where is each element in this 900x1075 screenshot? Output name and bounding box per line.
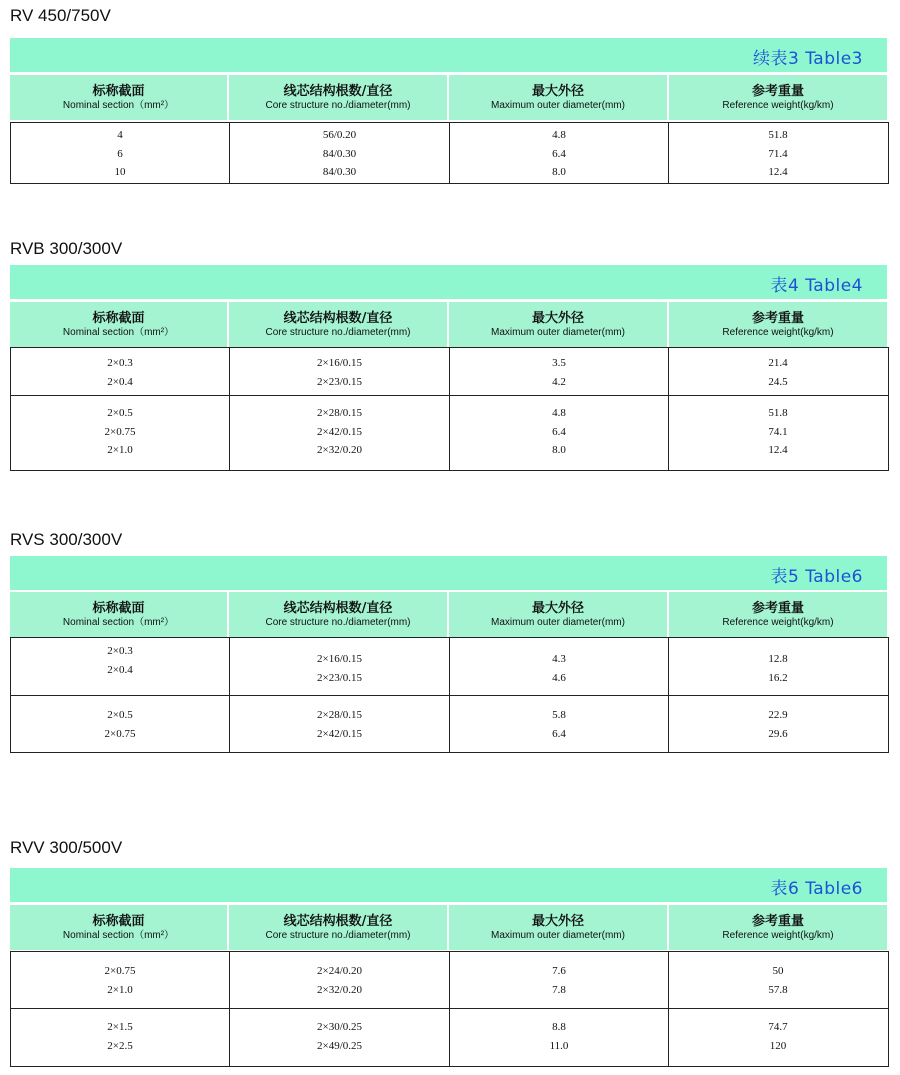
- col-weight: [669, 952, 887, 1008]
- col-weight: [669, 348, 887, 395]
- col-weight: [669, 696, 887, 752]
- col-core: [230, 1009, 450, 1066]
- cell: 2×0.4: [107, 375, 133, 388]
- col-section: [11, 1009, 230, 1066]
- cell: 3.5: [552, 357, 566, 369]
- header-max-diameter: 最大外径 Maximum outer diameter(mm): [449, 302, 669, 347]
- cell: 5.8: [552, 709, 566, 721]
- table-body: [10, 951, 889, 1067]
- cell: 4.3: [552, 653, 566, 665]
- cell: 7.6: [552, 965, 566, 977]
- table-body: [10, 122, 889, 184]
- cell: 2×1.5: [107, 1021, 133, 1033]
- col-weight: [669, 1009, 887, 1066]
- cell: 2×28/0.15: [316, 709, 362, 721]
- table-banner: [10, 265, 887, 299]
- col-section: [11, 638, 230, 695]
- cell: 84/0.30: [322, 166, 357, 178]
- header-reference-weight: 参考重量 Reference weight(kg/km): [669, 75, 887, 120]
- cell: 2×16/0.15: [316, 357, 362, 369]
- table-row-group: [11, 348, 888, 395]
- table-number: 表6 Table6: [770, 879, 863, 899]
- cell: 12.4: [768, 166, 788, 178]
- table-header-row: [10, 300, 887, 347]
- cell: 12.4: [768, 444, 788, 456]
- cell: 2×30/0.25: [316, 1021, 362, 1033]
- table-number: 续表3 Table3: [753, 49, 863, 69]
- cell: 57.8: [768, 983, 788, 996]
- cell: 8.0: [552, 444, 566, 456]
- model-title: RVS 300/300V: [10, 530, 123, 549]
- cell: 7.8: [552, 983, 566, 996]
- col-core: [230, 696, 450, 752]
- cell: 2×1.0: [107, 983, 133, 996]
- col-weight: [669, 638, 887, 695]
- header-max-diameter: 最大外径 Maximum outer diameter(mm): [449, 75, 669, 120]
- cell: 4.8: [552, 407, 566, 419]
- col-diameter: [450, 696, 669, 752]
- cell: 50: [772, 965, 784, 977]
- cell: 74.7: [768, 1021, 788, 1033]
- cell: 6.4: [552, 425, 566, 438]
- header-core-structure: 线芯结构根数/直径 Core structure no./diameter(mm): [229, 302, 449, 347]
- header-core-structure: 线芯结构根数/直径 Core structure no./diameter(mm): [229, 592, 449, 637]
- cell: 84/0.30: [322, 147, 357, 160]
- model-title: RVB 300/300V: [10, 239, 123, 258]
- cell: 74.1: [768, 425, 788, 438]
- cell: 2×42/0.15: [316, 425, 362, 438]
- header-reference-weight: 参考重量 Reference weight(kg/km): [669, 592, 887, 637]
- table-body: [10, 637, 889, 753]
- header-nominal-section: 标称截面 Nominal section（mm²）: [10, 302, 229, 347]
- cell: 21.4: [768, 357, 788, 369]
- cell: 24.5: [768, 375, 788, 388]
- header-nominal-section: 标称截面 Nominal section（mm²）: [10, 592, 229, 637]
- cell: 51.8: [768, 407, 788, 419]
- col-section: [11, 396, 230, 470]
- cell: 2×42/0.15: [316, 727, 362, 740]
- cell: 4.8: [552, 129, 566, 141]
- col-weight: [669, 123, 887, 183]
- cell: 2×0.75: [104, 425, 136, 438]
- cell: 2×32/0.20: [316, 444, 362, 456]
- cell: 2×28/0.15: [316, 407, 362, 419]
- cell: 2×23/0.15: [316, 671, 362, 684]
- cell: 4.2: [552, 375, 566, 388]
- header-core-structure: 线芯结构根数/直径 Core structure no./diameter(mm): [229, 75, 449, 120]
- cell: 56/0.20: [322, 129, 357, 141]
- header-max-diameter: 最大外径 Maximum outer diameter(mm): [449, 905, 669, 950]
- cell: 2×49/0.25: [316, 1039, 362, 1052]
- cell: 2×2.5: [107, 1039, 133, 1052]
- cell: 11.0: [549, 1039, 569, 1052]
- col-weight: [669, 396, 887, 470]
- col-core: [230, 952, 450, 1008]
- col-diameter: [450, 1009, 669, 1066]
- table-row-group: [11, 952, 888, 1008]
- cell: 29.6: [768, 727, 788, 740]
- col-diameter: [450, 396, 669, 470]
- cell: 2×0.75: [104, 727, 136, 740]
- table-header-row: [10, 73, 887, 120]
- table-row-group: [11, 123, 888, 183]
- cell: 4: [117, 129, 123, 141]
- col-core: [230, 638, 450, 695]
- header-reference-weight: 参考重量 Reference weight(kg/km): [669, 905, 887, 950]
- col-core: [230, 396, 450, 470]
- cell: 2×16/0.15: [316, 653, 362, 665]
- table-row-group: [11, 395, 888, 470]
- cell: 2×0.4: [107, 663, 133, 676]
- table-header-row: [10, 590, 887, 637]
- table-number: 表5 Table6: [770, 567, 863, 587]
- model-title: RVV 300/500V: [10, 838, 123, 857]
- table-row-group: [11, 1008, 888, 1066]
- col-core: [230, 348, 450, 395]
- cell: 10: [114, 166, 126, 178]
- cell: 6.4: [552, 147, 566, 160]
- col-section: [11, 952, 230, 1008]
- table-number: 表4 Table4: [770, 276, 863, 296]
- col-section: [11, 123, 230, 183]
- col-section: [11, 348, 230, 395]
- model-title: RV 450/750V: [10, 6, 111, 25]
- cell: 4.6: [552, 671, 566, 684]
- cell: 12.8: [768, 653, 788, 665]
- cell: 2×0.5: [107, 407, 133, 419]
- table-banner: [10, 38, 887, 72]
- col-diameter: [450, 952, 669, 1008]
- cell: 22.9: [768, 709, 788, 721]
- cell: 6: [117, 147, 123, 160]
- header-nominal-section: 标称截面 Nominal section（mm²）: [10, 75, 229, 120]
- cell: 2×0.3: [107, 357, 133, 369]
- header-core-structure: 线芯结构根数/直径 Core structure no./diameter(mm): [229, 905, 449, 950]
- table-header-row: [10, 903, 887, 950]
- cell: 2×0.3: [107, 645, 133, 657]
- cell: 120: [769, 1039, 787, 1052]
- cell: 2×0.75: [104, 965, 136, 977]
- cell: 2×24/0.20: [316, 965, 362, 977]
- cell: 2×1.0: [107, 444, 133, 456]
- header-reference-weight: 参考重量 Reference weight(kg/km): [669, 302, 887, 347]
- cell: 51.8: [768, 129, 788, 141]
- cell: 6.4: [552, 727, 566, 740]
- col-diameter: [450, 123, 669, 183]
- header-max-diameter: 最大外径 Maximum outer diameter(mm): [449, 592, 669, 637]
- table-banner: [10, 868, 887, 902]
- cell: 2×23/0.15: [316, 375, 362, 388]
- cell: 16.2: [768, 671, 788, 684]
- cell: 2×32/0.20: [316, 983, 362, 996]
- cell: 8.8: [552, 1021, 566, 1033]
- header-nominal-section: 标称截面 Nominal section（mm²）: [10, 905, 229, 950]
- cell: 71.4: [768, 147, 788, 160]
- cell: 8.0: [552, 166, 566, 178]
- cell: 2×0.5: [107, 709, 133, 721]
- col-diameter: [450, 348, 669, 395]
- table-body: [10, 347, 889, 471]
- table-row-group: [11, 638, 888, 695]
- col-core: [230, 123, 450, 183]
- col-section: [11, 696, 230, 752]
- table-row-group: [11, 695, 888, 752]
- table-banner: [10, 556, 887, 590]
- col-diameter: [450, 638, 669, 695]
